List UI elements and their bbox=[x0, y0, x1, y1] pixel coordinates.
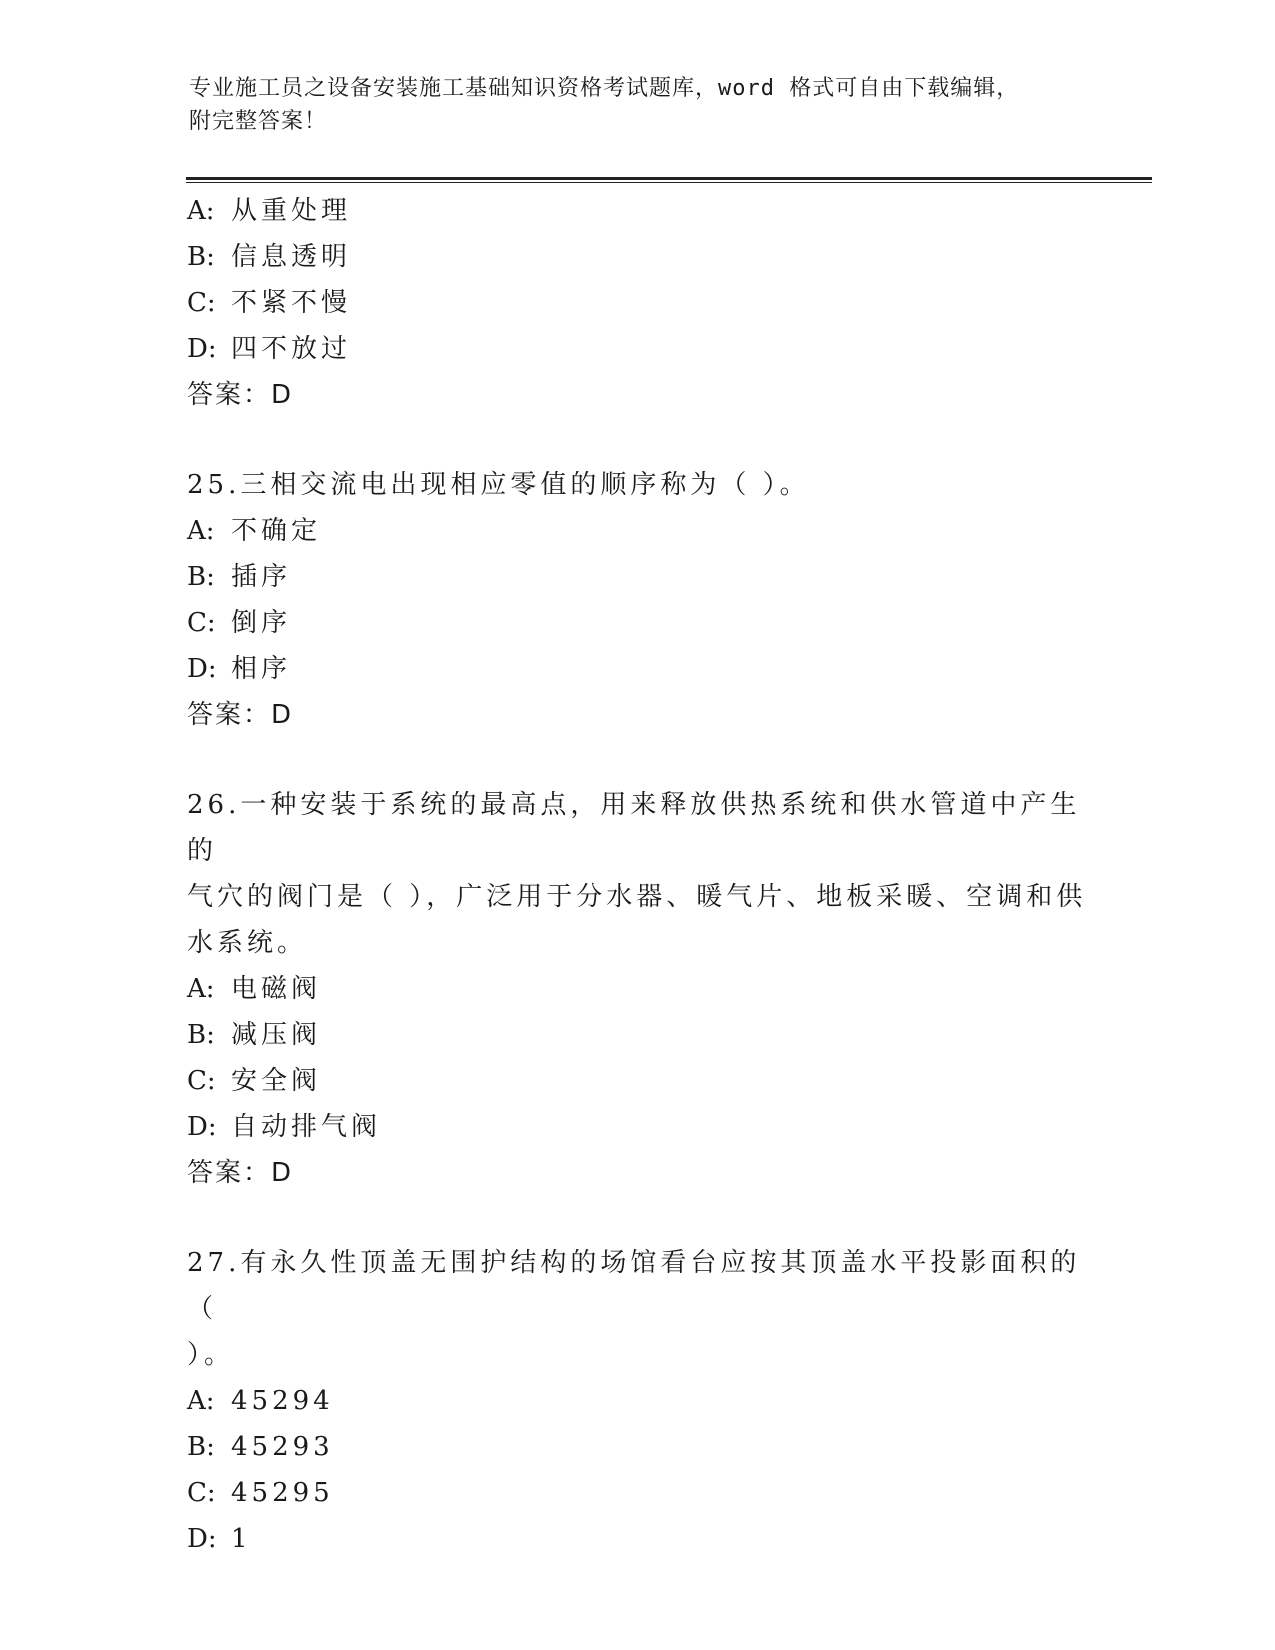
option-text: 安全阀 bbox=[231, 1066, 322, 1096]
option-key: D: bbox=[187, 1112, 217, 1142]
option-b bbox=[187, 234, 1087, 280]
question-text-line-1: 27.有永久性顶盖无围护结构的场馆看台应按其顶盖水平投影面积的（ bbox=[187, 1248, 1081, 1324]
option-key: B: bbox=[187, 1020, 215, 1050]
document-header bbox=[189, 72, 1069, 138]
option-text: 相序 bbox=[231, 654, 292, 684]
option-text: 1 bbox=[231, 1524, 252, 1554]
option-text: 从重处理 bbox=[231, 196, 352, 226]
option-text: 不确定 bbox=[231, 516, 322, 546]
option-key: D: bbox=[187, 334, 217, 364]
option-c bbox=[187, 600, 1087, 646]
option-text: 四不放过 bbox=[231, 334, 352, 364]
question-list bbox=[187, 188, 1087, 1562]
option-key: D: bbox=[187, 1524, 217, 1554]
option-b bbox=[187, 554, 1087, 600]
question-27 bbox=[187, 1240, 1087, 1562]
option-a bbox=[187, 188, 1087, 234]
option-key: C: bbox=[187, 1066, 216, 1096]
option-text: 倒序 bbox=[231, 608, 292, 638]
option-a bbox=[187, 508, 1087, 554]
question-24 bbox=[187, 188, 1087, 418]
option-d bbox=[187, 1516, 1087, 1562]
option-key: B: bbox=[187, 562, 215, 592]
option-a bbox=[187, 1378, 1087, 1424]
question-text-line-3: 水系统。 bbox=[187, 928, 308, 958]
question-text-line-2: ）。 bbox=[187, 1340, 235, 1370]
option-c bbox=[187, 1470, 1087, 1516]
option-text: 减压阀 bbox=[231, 1020, 322, 1050]
option-b bbox=[187, 1012, 1087, 1058]
header-line-2: 附完整答案！ bbox=[189, 109, 328, 134]
option-key: C: bbox=[187, 1478, 216, 1508]
option-d bbox=[187, 326, 1087, 372]
option-text: 45293 bbox=[231, 1432, 334, 1462]
header-divider-thick bbox=[186, 177, 1152, 180]
option-d bbox=[187, 646, 1087, 692]
question-text-line-1: 26.一种安装于系统的最高点，用来释放供热系统和供水管道中产生的 bbox=[187, 790, 1081, 866]
option-key: A: bbox=[187, 1386, 215, 1416]
answer-line: 答案：D bbox=[187, 1158, 294, 1188]
answer-line: 答案：D bbox=[187, 380, 294, 410]
question-text: 25.三相交流电出现相应零值的顺序称为（ ）。 bbox=[187, 470, 810, 500]
option-b bbox=[187, 1424, 1087, 1470]
option-key: A: bbox=[187, 516, 215, 546]
option-c bbox=[187, 280, 1087, 326]
question-text-line-2: 气穴的阀门是（ ），广泛用于分水器、暖气片、地板采暖、空调和供 bbox=[187, 882, 1087, 912]
question-26 bbox=[187, 782, 1087, 1196]
question-25 bbox=[187, 462, 1087, 738]
option-c bbox=[187, 1058, 1087, 1104]
header-divider-thin bbox=[186, 182, 1152, 183]
answer-line: 答案：D bbox=[187, 700, 294, 730]
option-d bbox=[187, 1104, 1087, 1150]
option-text: 自动排气阀 bbox=[231, 1112, 382, 1142]
option-key: A: bbox=[187, 974, 215, 1004]
option-key: C: bbox=[187, 608, 216, 638]
option-text: 45295 bbox=[231, 1478, 334, 1508]
option-text: 不紧不慢 bbox=[231, 288, 352, 318]
option-text: 插序 bbox=[231, 562, 292, 592]
option-key: B: bbox=[187, 242, 215, 272]
option-text: 45294 bbox=[231, 1386, 334, 1416]
option-key: B: bbox=[187, 1432, 215, 1462]
option-key: A: bbox=[187, 196, 215, 226]
option-text: 信息透明 bbox=[231, 242, 352, 272]
option-key: D: bbox=[187, 654, 217, 684]
option-key: C: bbox=[187, 288, 216, 318]
option-text: 电磁阀 bbox=[231, 974, 322, 1004]
option-a bbox=[187, 966, 1087, 1012]
header-line-1: 专业施工员之设备安装施工基础知识资格考试题库，word 格式可自由下载编辑， bbox=[189, 76, 1020, 101]
